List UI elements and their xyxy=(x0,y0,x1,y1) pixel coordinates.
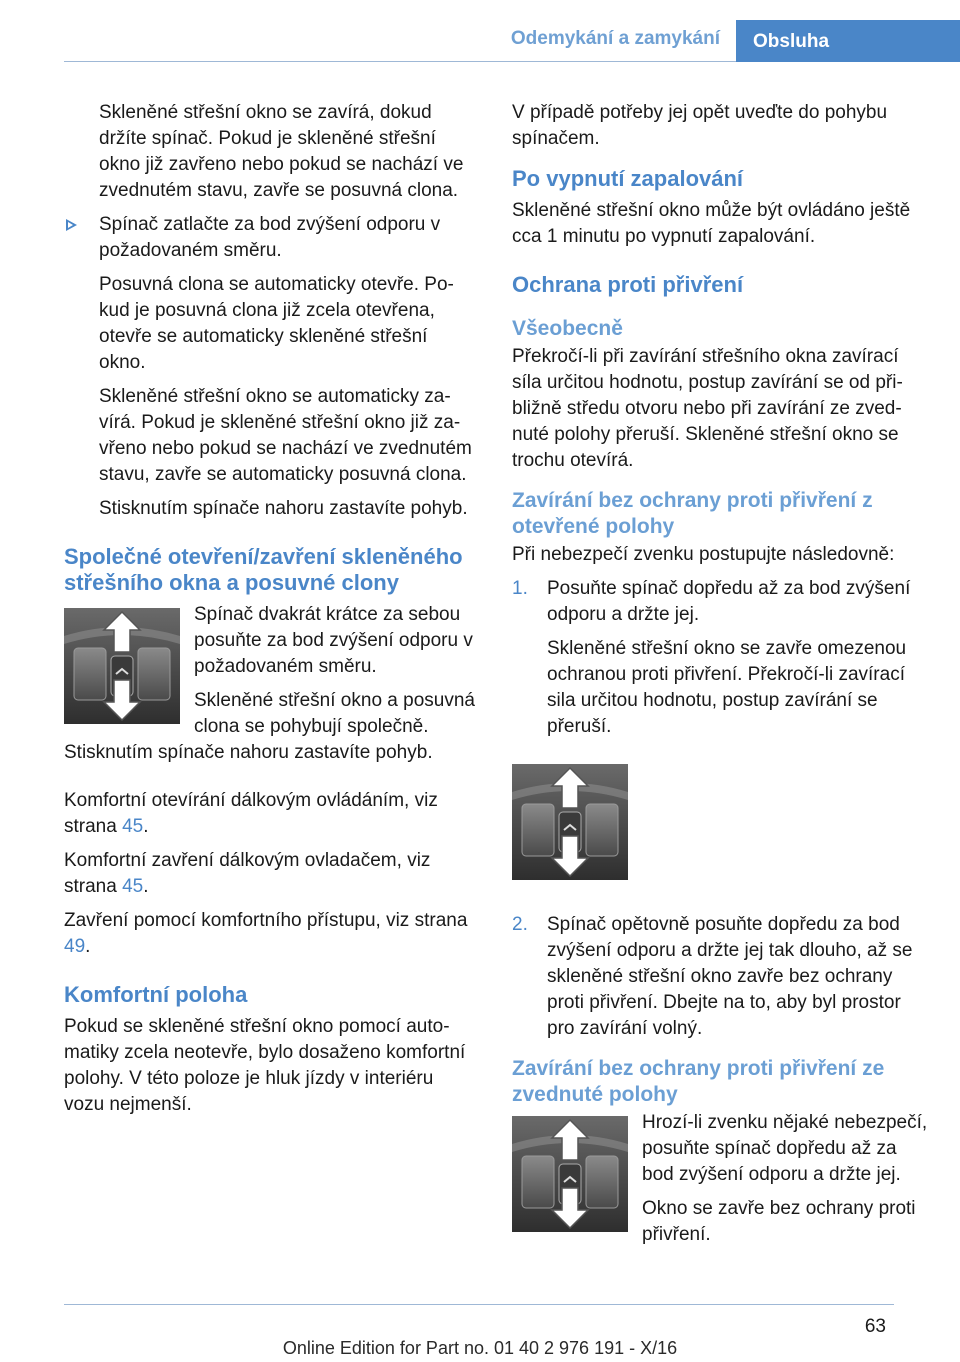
page-link[interactable]: 45 xyxy=(122,876,144,897)
section-heading: Po vypnutí zapalování xyxy=(512,166,744,191)
paragraph: Komfortní otevírání dálkovým ovládáním, viz strana 45. xyxy=(64,790,438,837)
paragraph: V případě potřeby jej opět uveďte do pohybu spínačem. xyxy=(512,102,888,149)
paragraph: Skleněné střešní okno se automaticky zavírá. Pokud je skleněné střešní okno již zavřeno nebo pokud se nachází ve zvednutém stavu, zavře se automaticky posuvná clona. xyxy=(99,386,472,485)
section-heading: Ochrana proti přivření xyxy=(512,272,744,297)
paragraph: Skleněné střešní okno a posuvná clona se pohybují společně. Stisknutím spínače nahoru zastavíte pohyb. xyxy=(64,690,475,763)
paragraph: Posuňte spínač dopředu až za bod zvýšení odporu a držte jej. xyxy=(547,578,911,625)
list-item xyxy=(512,576,930,740)
paragraph: Okno se zavře bez ochrany proti přivření. xyxy=(642,1198,916,1245)
bullet-triangle-icon xyxy=(66,219,77,231)
page-header xyxy=(0,0,960,62)
list-item xyxy=(512,912,930,1042)
paragraph: Pokud se skleněné střešní okno pomocí automatiky zcela neotevře, bylo dosaženo komfortní polohy. V této poloze je hluk jízdy v interiéru vozu nejmenší. xyxy=(64,1016,466,1115)
paragraph: Posuvná clona se automaticky otevře. Pokud je posuvná clona již zcela otevřena, otevře se automaticky skleněné střešní okno. xyxy=(99,274,454,373)
roof-switch-illustration xyxy=(512,764,628,880)
section-heading: Společné otevření/zavření skleněného střešního okna a posuvné clony xyxy=(64,544,463,595)
list-item xyxy=(64,212,476,522)
subsection-heading: Zavírání bez ochrany proti přivření z otevřené polohy xyxy=(512,489,873,538)
paragraph: Překročí-li při zavírání střešního okna zavírací síla určitou hodnotu, postup zavírání se od přibližně středu otvoru nebo při zavírání ze zvednuté polohy přeruší. Skleněné střešní okno se trochu otevírá. xyxy=(512,346,903,471)
paragraph: Hrozí-li zvenku nějaké nebezpečí, posuňte spínač dopředu až za bod zvýšení odporu a držte jej. xyxy=(642,1112,928,1185)
step-number: 1. xyxy=(512,578,528,599)
right-column xyxy=(512,100,930,1256)
left-column xyxy=(64,100,476,1126)
paragraph: Spínač opětovně posuňte dopředu za bod zvýšení odporu a držte jej tak dlouho, až se skleněné střešní okno zavře bez ochrany proti přivření. Dbejte na to, aby byl prostor pro zavírání volný. xyxy=(547,914,913,1039)
subsection-heading: Všeobecně xyxy=(512,317,623,340)
page-link[interactable]: 49 xyxy=(64,936,86,957)
paragraph: Spínač zatlačte za bod zvýšení odporu v požadovaném směru. xyxy=(99,214,441,261)
header-section-title: Odemykání a zamykání xyxy=(510,28,720,49)
paragraph: Stisknutím spínače nahoru zastavíte pohyb. xyxy=(99,498,468,519)
paragraph: Skleněné střešní okno může být ovládáno ještě cca 1 minutu po vypnutí zapalování. xyxy=(512,200,911,247)
roof-switch-illustration xyxy=(64,608,180,724)
paragraph: Komfortní zavření dálkovým ovladačem, viz strana 45. xyxy=(64,850,431,897)
page-number: 63 xyxy=(864,1316,886,1337)
paragraph: Skleněné střešní okno se zavírá, dokud držíte spínač. Pokud je skleněné střešní okno již zavřeno nebo pokud se nachází ve zvednutém stavu, zavře se posuvná clona. xyxy=(99,102,464,201)
paragraph: Při nebezpečí zvenku postupujte následovně: xyxy=(512,544,895,565)
header-rule xyxy=(64,61,736,62)
section-heading: Komfortní poloha xyxy=(64,982,248,1007)
roof-switch-illustration xyxy=(512,1116,628,1232)
step-number: 2. xyxy=(512,914,528,935)
footer-edition: Online Edition for Part no. 01 40 2 976 191 - X/16 xyxy=(282,1338,678,1358)
paragraph: Skleněné střešní okno se zavře omezenou ochranou proti přivření. Překročí-li zavírací sila určitou hodnotu, postup zavírání se přeruší. xyxy=(547,638,907,737)
paragraph: Zavření pomocí komfortního přístupu, viz strana 49. xyxy=(64,910,468,957)
subsection-heading: Zavírání bez ochrany proti přivření ze zvednuté polohy xyxy=(512,1057,885,1106)
footer-rule xyxy=(64,1304,894,1305)
paragraph: Spínač dvakrát krátce za sebou posuňte za bod zvýšení odporu v požadovaném směru. xyxy=(194,604,473,677)
header-chapter-tab: Obsluha xyxy=(736,20,960,62)
page-link[interactable]: 45 xyxy=(122,816,144,837)
